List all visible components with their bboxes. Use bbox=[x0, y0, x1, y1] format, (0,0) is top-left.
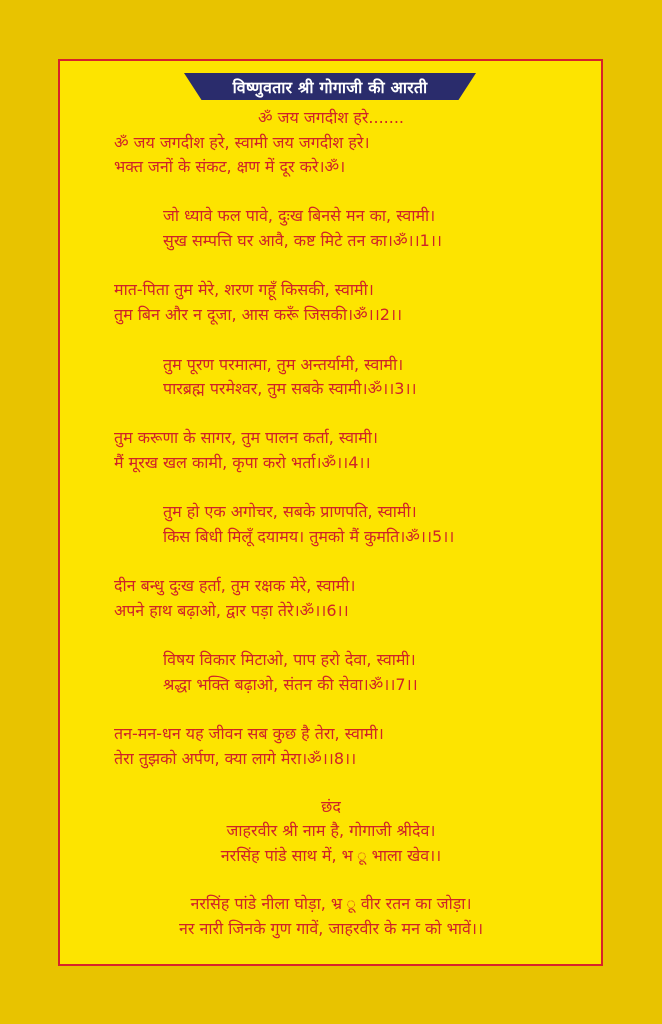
chhand-line: नरसिंह पांडे नीला घोड़ा, भ्र ू वीर रतन का जोड़ा। bbox=[190, 894, 472, 913]
verse-line: तुम बिन और न दूजा, आस करूँ जिसकी।ॐ।।2।। bbox=[114, 305, 403, 324]
verse-line: तुम पूरण परमात्मा, तुम अन्तर्यामी, स्वामी। bbox=[163, 355, 404, 374]
verse-line: जो ध्यावे फल पावे, दुःख बिनसे मन का, स्वामी। bbox=[163, 206, 436, 225]
verse-line: मात-पिता तुम मेरे, शरण गहूँ किसकी, स्वामी। bbox=[114, 280, 374, 299]
verse-line: ॐ जय जगदीश हरे, स्वामी जय जगदीश हरे। bbox=[114, 133, 370, 152]
verse-line: तुम हो एक अगोचर, सबके प्राणपति, स्वामी। bbox=[163, 502, 417, 521]
page-title: विष्णुवतार श्री गोगाजी की आरती bbox=[232, 77, 428, 97]
verse-line: दीन बन्धु दुःख हर्ता, तुम रक्षक मेरे, स्वामी। bbox=[114, 576, 356, 595]
opening-line: ॐ जय जगदीश हरे....... bbox=[257, 108, 405, 127]
verse-line: विषय विकार मिटाओ, पाप हरो देवा, स्वामी। bbox=[163, 650, 416, 669]
chhand-line: नरसिंह पांडे साथ में, भ ू भाला खेव।। bbox=[220, 846, 442, 865]
verse-line: पारब्रह्म परमेश्वर, तुम सबके स्वामी।ॐ।।3।। bbox=[163, 379, 417, 398]
verse-line: तेरा तुझको अर्पण, क्या लागे मेरा।ॐ।।8।। bbox=[114, 749, 357, 768]
verse-line: किस बिधी मिलूँ दयामय। तुमको मैं कुमति।ॐ।।5।। bbox=[163, 527, 455, 546]
chhand-line: नर नारी जिनके गुण गावें, जाहरवीर के मन को भावें।। bbox=[178, 919, 484, 938]
verse-line: तुम करूणा के सागर, तुम पालन कर्ता, स्वामी। bbox=[114, 428, 378, 447]
verse-line: अपने हाथ बढ़ाओ, द्वार पड़ा तेरे।ॐ।।6।। bbox=[114, 601, 349, 620]
chhand-heading: छंद bbox=[321, 797, 341, 816]
verse-line: मैं मूरख खल कामी, कृपा करो भर्ता।ॐ।।4।। bbox=[114, 453, 371, 472]
verse-line: भक्त जनों के संकट, क्षण में दूर करे।ॐ। bbox=[114, 157, 346, 176]
verse-line: सुख सम्पत्ति घर आवै, कष्ट मिटे तन का।ॐ।।1।। bbox=[163, 231, 442, 250]
chhand-line: जाहरवीर श्री नाम है, गोगाजी श्रीदेव। bbox=[226, 821, 436, 840]
verse-line: तन-मन-धन यह जीवन सब कुछ है तेरा, स्वामी। bbox=[114, 724, 384, 743]
verse-line: श्रद्धा भक्ति बढ़ाओ, संतन की सेवा।ॐ।।7।। bbox=[163, 675, 418, 694]
